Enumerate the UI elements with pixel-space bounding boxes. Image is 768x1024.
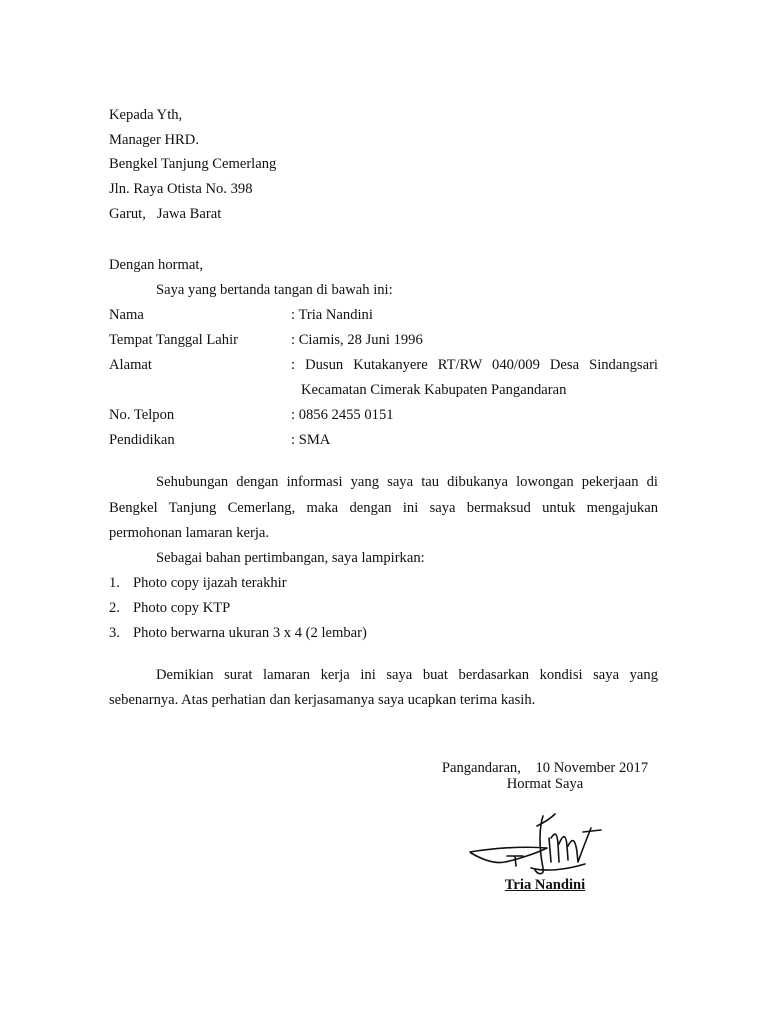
attachments-intro: Sebagai bahan pertimbangan, saya lampirkan: [156,550,425,566]
attachment-number: 1. [109,575,120,591]
recipient-line-4: Jln. Raya Otista No. 398 [109,181,253,197]
place-date: Pangandaran, 10 November 2017 [441,760,649,776]
field-value-telpon: : 0856 2455 0151 [291,407,394,423]
intro-text: Saya yang bertanda tangan di bawah ini: [156,282,393,298]
field-label-alamat: Alamat [109,357,152,373]
recipient-line-3: Bengkel Tanjung Cemerlang [109,156,277,172]
field-value-pendidikan: : SMA [291,432,331,448]
field-label-pendidikan: Pendidikan [109,432,175,448]
attachment-number: 3. [109,625,120,641]
field-label-telpon: No. Telpon [109,407,175,423]
handwritten-signature [465,808,605,880]
attachment-item: Photo copy ijazah terakhir [133,575,287,591]
paragraph1-line-1: Sehubungan dengan informasi yang saya tau dibukanya lowongan pekerjaan di [156,474,658,490]
attachment-number: 2. [109,600,120,616]
field-value-ttl: : Ciamis, 28 Juni 1996 [291,332,423,348]
recipient-line-1: Kepada Yth, [109,107,183,123]
greeting: Dengan hormat, [109,257,204,273]
closing-line-2: sebenarnya. Atas perhatian dan kerjasamanya saya ucapkan terima kasih. [109,692,536,708]
field-label-nama: Nama [109,307,144,323]
attachment-item: Photo copy KTP [133,600,231,616]
field-value-alamat: : Dusun Kutakanyere RT/RW 040/009 Desa Sindangsari [291,357,658,373]
field-value-nama: : Tria Nandini [291,307,373,323]
recipient-line-2: Manager HRD. [109,132,199,148]
paragraph1-line-3: permohonan lamaran kerja. [109,525,270,541]
regards: Hormat Saya [506,776,584,792]
signer-name: Tria Nandini [504,877,586,893]
recipient-line-5: Garut, Jawa Barat [109,206,222,222]
field-label-ttl: Tempat Tanggal Lahir [109,332,238,348]
field-value-alamat-cont: Kecamatan Cimerak Kabupaten Pangandaran [301,382,567,398]
attachment-item: Photo berwarna ukuran 3 x 4 (2 lembar) [133,625,367,641]
closing-line-1: Demikian surat lamaran kerja ini saya buat berdasarkan kondisi saya yang [156,667,658,683]
paragraph1-line-2: Bengkel Tanjung Cemerlang, maka dengan ini saya bermaksud untuk mengajukan [109,500,658,516]
